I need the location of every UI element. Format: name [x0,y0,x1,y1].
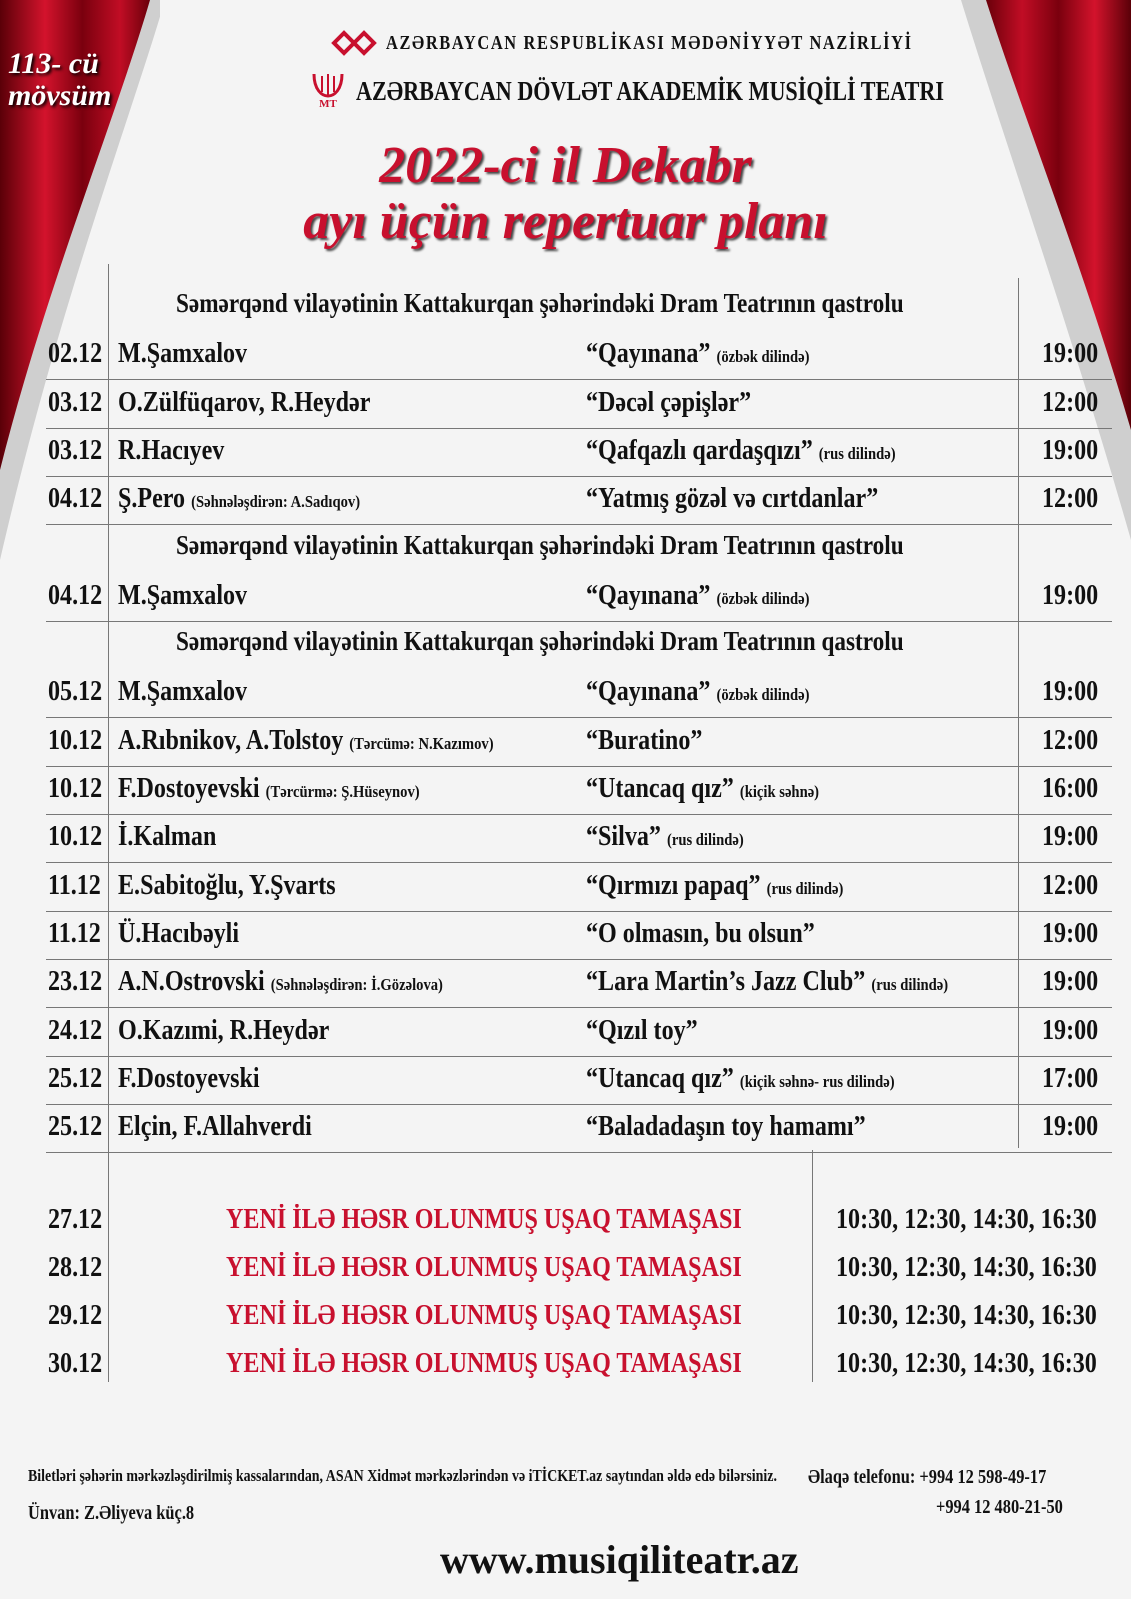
table-row [46,1007,1112,1057]
row-author [118,773,420,805]
kids-date: 30.12 [48,1348,103,1379]
kids-show-row [46,1340,1112,1389]
row-date: 24.12 [48,1014,103,1046]
row-author [118,918,239,950]
table-row [46,1103,1112,1153]
play-note: (kiçik səhnə- rus dilində) [739,1071,895,1091]
play-title: “Dəcəl çəpişlər” [586,386,752,418]
author-name: İ.Kalman [118,821,217,853]
row-play [586,1111,866,1143]
row-play [586,1063,895,1095]
row-author [118,387,370,419]
row-date: 11.12 [48,869,101,901]
author-name: F.Dostoyevski [118,773,260,804]
row-play [586,966,948,998]
row-time: 19:00 [1042,821,1099,853]
author-name: M.Şamxalov [118,676,248,708]
row-time: 12:00 [1042,724,1099,756]
row-date: 05.12 [48,676,103,708]
author-name: Ş.Pero [118,483,186,515]
row-date: 03.12 [48,386,103,418]
kids-show-times: 10:30, 12:30, 14:30, 16:30 [836,1204,1097,1235]
author-name: A.Rıbnikov, A.Tolstoy [118,724,344,756]
row-date: 02.12 [48,338,103,370]
row-time: 19:00 [1042,338,1099,370]
row-author [118,435,224,467]
author-name: Elçin, F.Allahverdi [118,1111,312,1143]
row-time: 19:00 [1042,917,1099,949]
author-name: M.Şamxalov [118,579,248,611]
table-row [46,475,1112,525]
row-time: 19:00 [1042,1014,1099,1046]
row-time: 19:00 [1042,579,1099,611]
row-play [586,580,809,612]
play-note: (kiçik səhnə) [739,782,820,801]
tickets-info: Biletləri şəhərin mərkəzləşdirilmiş kassalarından, ASAN Xidmət mərkəzlərindən və iTİCKET.az saytından əldə edə bilərsiniz. [28,1466,777,1485]
row-time: 12:00 [1042,386,1099,418]
row-author [118,725,494,757]
theatre-name: AZƏRBAYCAN DÖVLƏT AKADEMİK MUSİQİLİ TEATRI [356,75,944,106]
kids-show-times: 10:30, 12:30, 14:30, 16:30 [836,1252,1097,1283]
kids-show-title: YENİ İLƏ HƏSR OLUNMUŞ UŞAQ TAMAŞASI [226,1204,742,1235]
row-play [586,338,809,370]
row-date: 03.12 [48,434,103,466]
table-row [46,668,1112,718]
play-title: “Baladadaşın toy hamamı” [586,1111,866,1143]
kids-show-row [46,1292,1112,1341]
row-author [118,1015,329,1047]
row-time: 19:00 [1042,1111,1099,1143]
play-title: “Qızıl toy” [586,1014,698,1046]
table-row [46,379,1112,429]
row-author [118,966,443,998]
row-play [586,725,702,757]
kids-show-times: 10:30, 12:30, 14:30, 16:30 [836,1348,1097,1379]
play-note: (özbək dilində) [716,685,810,705]
ministry-header [330,28,1028,58]
row-date: 10.12 [48,724,103,756]
author-name: Ü.Hacıbəyli [118,917,240,949]
play-note: (rus dilində) [818,443,896,463]
row-date: 10.12 [48,821,103,853]
play-title: “Qayınana” [586,338,711,370]
tour-banner: Səmərqənd vilayətinin Kattakurqan şəhərindəki Dram Teatrının qastrolu [176,626,904,657]
table-row [46,813,1112,863]
row-time: 17:00 [1042,1062,1099,1094]
play-note: (rus dilində) [666,830,744,850]
row-author [118,821,216,853]
table-row [46,427,1112,477]
play-note: (rus dilində) [766,878,844,898]
row-date: 04.12 [48,483,103,515]
row-play [586,821,744,853]
table-row [46,910,1112,960]
table-row [46,765,1112,815]
season-line1: 113- cü [8,47,99,80]
play-title: “Qayınana” [586,676,711,708]
theatre-header [308,70,1073,112]
author-note: (Səhnələşdirən: A.Sadıqov) [191,492,361,512]
kids-show-title: YENİ İLƏ HƏSR OLUNMUŞ UŞAQ TAMAŞASI [226,1348,742,1379]
table-row [46,572,1112,622]
row-author [118,870,336,902]
theatre-logo-icon [308,70,348,112]
row-play [586,918,815,950]
author-note: (Səhnələşdirən: İ.Gözəlova) [270,975,443,995]
play-note: (özbək dilində) [716,347,810,367]
kids-show-row [46,1244,1112,1293]
play-title: “Utancaq qız” [586,773,734,804]
tour-banner: Səmərqənd vilayətinin Kattakurqan şəhərindəki Dram Teatrının qastrolu [176,288,904,318]
row-author [118,338,247,370]
page-title-line2: ayı üçün repertuar planı [303,193,828,250]
kids-show-title: YENİ İLƏ HƏSR OLUNMUŞ UŞAQ TAMAŞASI [226,1300,742,1331]
row-date: 10.12 [48,773,103,804]
row-time: 19:00 [1042,676,1099,708]
phone-2: +994 12 480-21-50 [936,1496,1063,1518]
row-date: 04.12 [48,579,103,611]
author-name: O.Kazımi, R.Heydər [118,1014,330,1046]
row-date: 25.12 [48,1062,103,1094]
author-name: A.N.Ostrovski [118,966,265,998]
table-row [46,958,1112,1008]
kids-date: 28.12 [48,1252,103,1283]
phone-1: Əlaqə telefonu: +994 12 598-49-17 [808,1466,1047,1488]
row-time: 19:00 [1042,966,1099,998]
row-play [586,676,809,708]
table-row [46,330,1112,380]
row-author [118,1063,260,1095]
row-date: 23.12 [48,966,103,998]
website-link[interactable]: www.musiqiliteatr.az [440,1537,799,1582]
play-title: “Utancaq qız” [586,1062,734,1094]
table-row [46,1055,1112,1105]
play-title: “Lara Martin’s Jazz Club” [586,966,866,998]
row-play [586,1015,698,1047]
season-line2: mövsüm [8,79,112,112]
kids-date: 27.12 [48,1204,103,1235]
row-time: 12:00 [1042,483,1099,515]
row-date: 11.12 [48,917,101,949]
row-time: 16:00 [1042,773,1099,804]
kids-show-times: 10:30, 12:30, 14:30, 16:30 [836,1300,1097,1331]
tour-banner: Səmərqənd vilayətinin Kattakurqan şəhərindəki Dram Teatrının qastrolu [176,529,904,560]
row-time: 19:00 [1042,434,1099,466]
row-author [118,676,247,708]
row-date: 25.12 [48,1111,103,1143]
play-title: “Silva” [586,821,661,853]
address: Ünvan: Z.Əliyeva küç.8 [28,1502,195,1524]
table-row [46,862,1112,912]
row-author [118,580,247,612]
ministry-logo-icon [330,28,378,58]
play-note: (özbək dilində) [716,588,810,608]
author-name: F.Dostoyevski [118,1062,260,1094]
kids-show-row [46,1196,1112,1245]
play-title: “Qafqazlı qardaşqızı” [586,434,813,466]
season-badge [8,48,111,112]
row-play [586,483,878,515]
page-title-line1: 2022-ci il Dekabr [379,137,752,194]
kids-date: 29.12 [48,1300,103,1331]
author-name: R.Hacıyev [118,434,225,466]
theatre-logo-text: MT [319,98,337,110]
ministry-name: AZƏRBAYCAN RESPUBLİKASI MƏDƏNİYYƏT NAZİRLİYİ [386,31,913,54]
row-play [586,870,843,902]
row-author [118,483,360,515]
play-title: “Yatmış gözəl və cırtdanlar” [586,483,879,515]
row-time: 12:00 [1042,869,1099,901]
author-name: M.Şamxalov [118,338,248,370]
row-play [586,435,896,467]
row-author [118,1111,312,1143]
author-name: O.Zülfüqarov, R.Heydər [118,386,371,418]
play-note: (rus dilində) [871,975,949,995]
kids-show-title: YENİ İLƏ HƏSR OLUNMUŞ UŞAQ TAMAŞASI [226,1252,742,1283]
row-play [586,773,819,805]
play-title: “O olmasın, bu olsun” [586,917,815,949]
author-note: (Tərcürmə: Ş.Hüseynov) [265,782,420,801]
table-row [46,717,1112,767]
author-name: E.Sabitoğlu, Y.Şvarts [118,869,336,901]
row-play [586,387,751,419]
play-title: “Buratino” [586,724,703,756]
author-note: (Tərcümə: N.Kazımov) [349,733,494,753]
play-title: “Qırmızı papaq” [586,869,761,901]
play-title: “Qayınana” [586,579,711,611]
